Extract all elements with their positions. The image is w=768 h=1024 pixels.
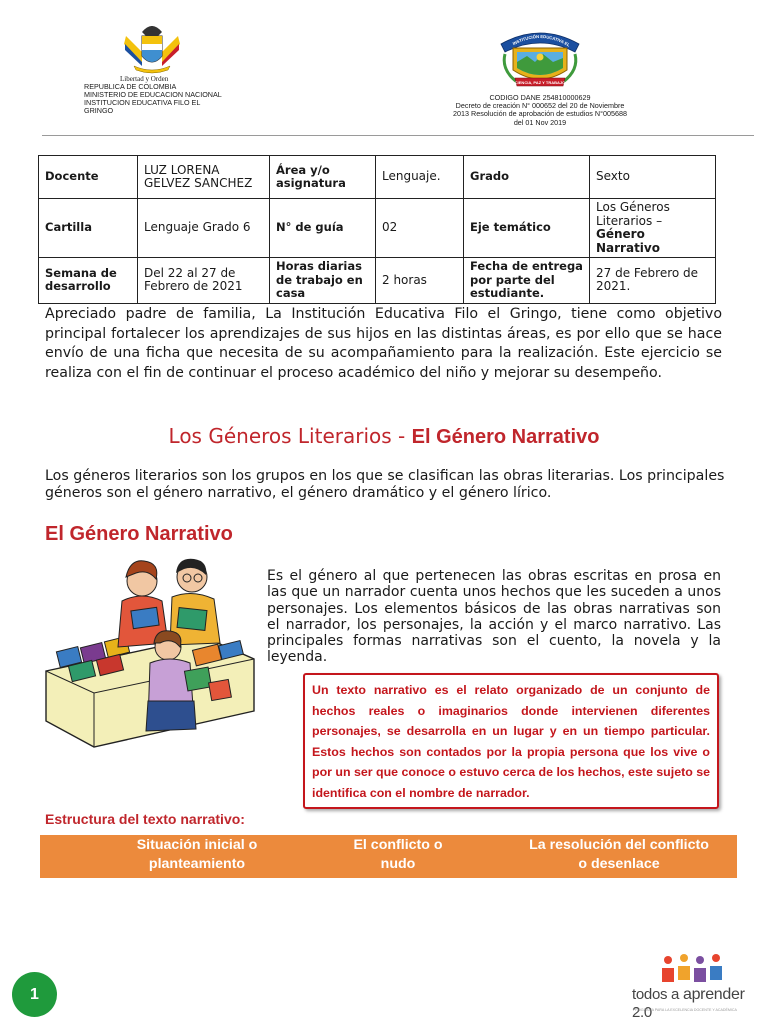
colombia-coat-of-arms-icon [120,22,184,74]
national-motto: Libertad y Orden [120,75,169,83]
crest-banner-text: INSTITUCIÓN EDUCATIVA EL [511,33,571,48]
semana-label: Semana de desarrollo [39,258,138,304]
horas-label: Horas diarias de trabajo en casa [270,258,376,304]
logo-emphasis: aprender [682,986,745,1003]
crest-motto-text: CIENCIA, PAZ Y TRABAJO [514,80,566,85]
main-title-plain: Los Géneros Literarios - [168,424,412,448]
guide-info-table [38,155,716,304]
institution-line: INSTITUCION EDUCATIVA FILO EL [84,98,201,107]
eje-value-bold: Género Narrativo [596,227,660,255]
cartilla-value: Lenguaje Grado 6 [138,199,270,258]
guia-value: 02 [376,199,464,258]
structure-column-conflict: El conflicto o nudo [353,837,443,872]
guia-label: N° de guía [270,199,376,258]
grado-value: Sexto [590,156,716,199]
creation-decree: Decreto de creación N° 000652 del 20 de Noviembre [455,101,625,111]
docente-label: Docente [39,156,138,199]
footer-logo-text [632,986,752,1021]
narrative-definition-box: Un texto narrativo es el relato organizado de un conjunto de hechos reales o imaginarios donde intervienen diferentes personajes, se desarrolla en un lugar y en un tiempo particular. Estos hechos son contados por la propia persona que los vive o por un ser que conoce o estuvo cerca de los hechos, este sujeto se identifica con el nombre de narrador. [303,673,719,809]
structure-bar [40,835,737,878]
main-title-bold: El Género Narrativo [411,426,600,448]
dane-code: CODIGO DANE 254810000629 [489,93,591,102]
eje-value-plain: Los Géneros Literarios – [596,200,670,228]
country-line: REPUBLICA DE COLOMBIA [84,82,177,91]
table-row [39,199,716,258]
logo-suffix: 2.0 [632,1004,652,1021]
footer-logo-tagline: PROGRAMA PARA LA EXCELENCIA DOCENTE Y ACADÉMICA [633,1008,737,1012]
narrative-genre-paragraph: Es el género al que pertenecen las obras escritas en prosa en las que un narrador cuenta unos hechos que les suceden a unos personajes. Los elementos básicos de las obras narrativas son el narrador, los personajes, la acción y el marco narrativo. Las principales formas narrativas son el cuento, la novela y la leyenda. [267,568,721,666]
institution-line-cut: GRINGO [84,106,114,115]
eje-label: Eje temático [464,199,590,258]
resolution-date: del 01 Nov 2019 [513,117,567,127]
school-crest-icon [495,26,585,94]
structure-column-resolution: La resolución del conflicto o desenlace [529,837,709,872]
main-title [0,424,768,449]
header-divider [42,135,754,136]
ministry-line: MINISTERIO DE EDUCACION NACIONAL [84,90,222,99]
definition-paragraph: Los géneros literarios son los grupos en los que se clasifican las obras literarias. Los principales géneros son el género narrativo, el género dramático y el género lírico. [45,468,725,501]
page-number-badge: 1 [12,972,57,1017]
section-title: El Género Narrativo [45,523,233,545]
children-reading-illustration [44,551,256,751]
horas-value: 2 horas [376,258,464,304]
approval-resolution: 2013 Resolución de aprobación de estudios N°005688 [453,109,627,119]
table-row [39,156,716,199]
grado-label: Grado [464,156,590,199]
fecha-value: 27 de Febrero de 2021. [590,258,716,304]
area-label: Área y/o asignatura [270,156,376,199]
left-header [84,22,274,115]
area-value: Lenguaje. [376,156,464,199]
table-row [39,258,716,304]
semana-value: Del 22 al 27 de Febrero de 2021 [138,258,270,304]
todos-a-aprender-logo-icon [658,954,726,986]
docente-value: LUZ LORENA GELVEZ SANCHEZ [138,156,270,199]
right-header [425,26,655,127]
intro-paragraph: Apreciado padre de familia, La Institución Educativa Filo el Gringo, tiene como objetivo principal fortalecer los aprendizajes de sus hijos en las distintas áreas, es por ello que se hace envío de una ficha que necesita de su acompañamiento para la realización. Este ejercicio se realiza con el fin de continuar el proceso académico del niño y mejorar su desempeño. [45,306,722,381]
structure-column-initial: Situación inicial o planteamiento [136,837,258,872]
structure-title: Estructura del texto narrativo: [45,811,245,827]
eje-value [590,199,716,258]
logo-prefix: todos a [632,986,683,1003]
fecha-label: Fecha de entrega por parte del estudiante. [464,258,590,304]
cartilla-label: Cartilla [39,199,138,258]
